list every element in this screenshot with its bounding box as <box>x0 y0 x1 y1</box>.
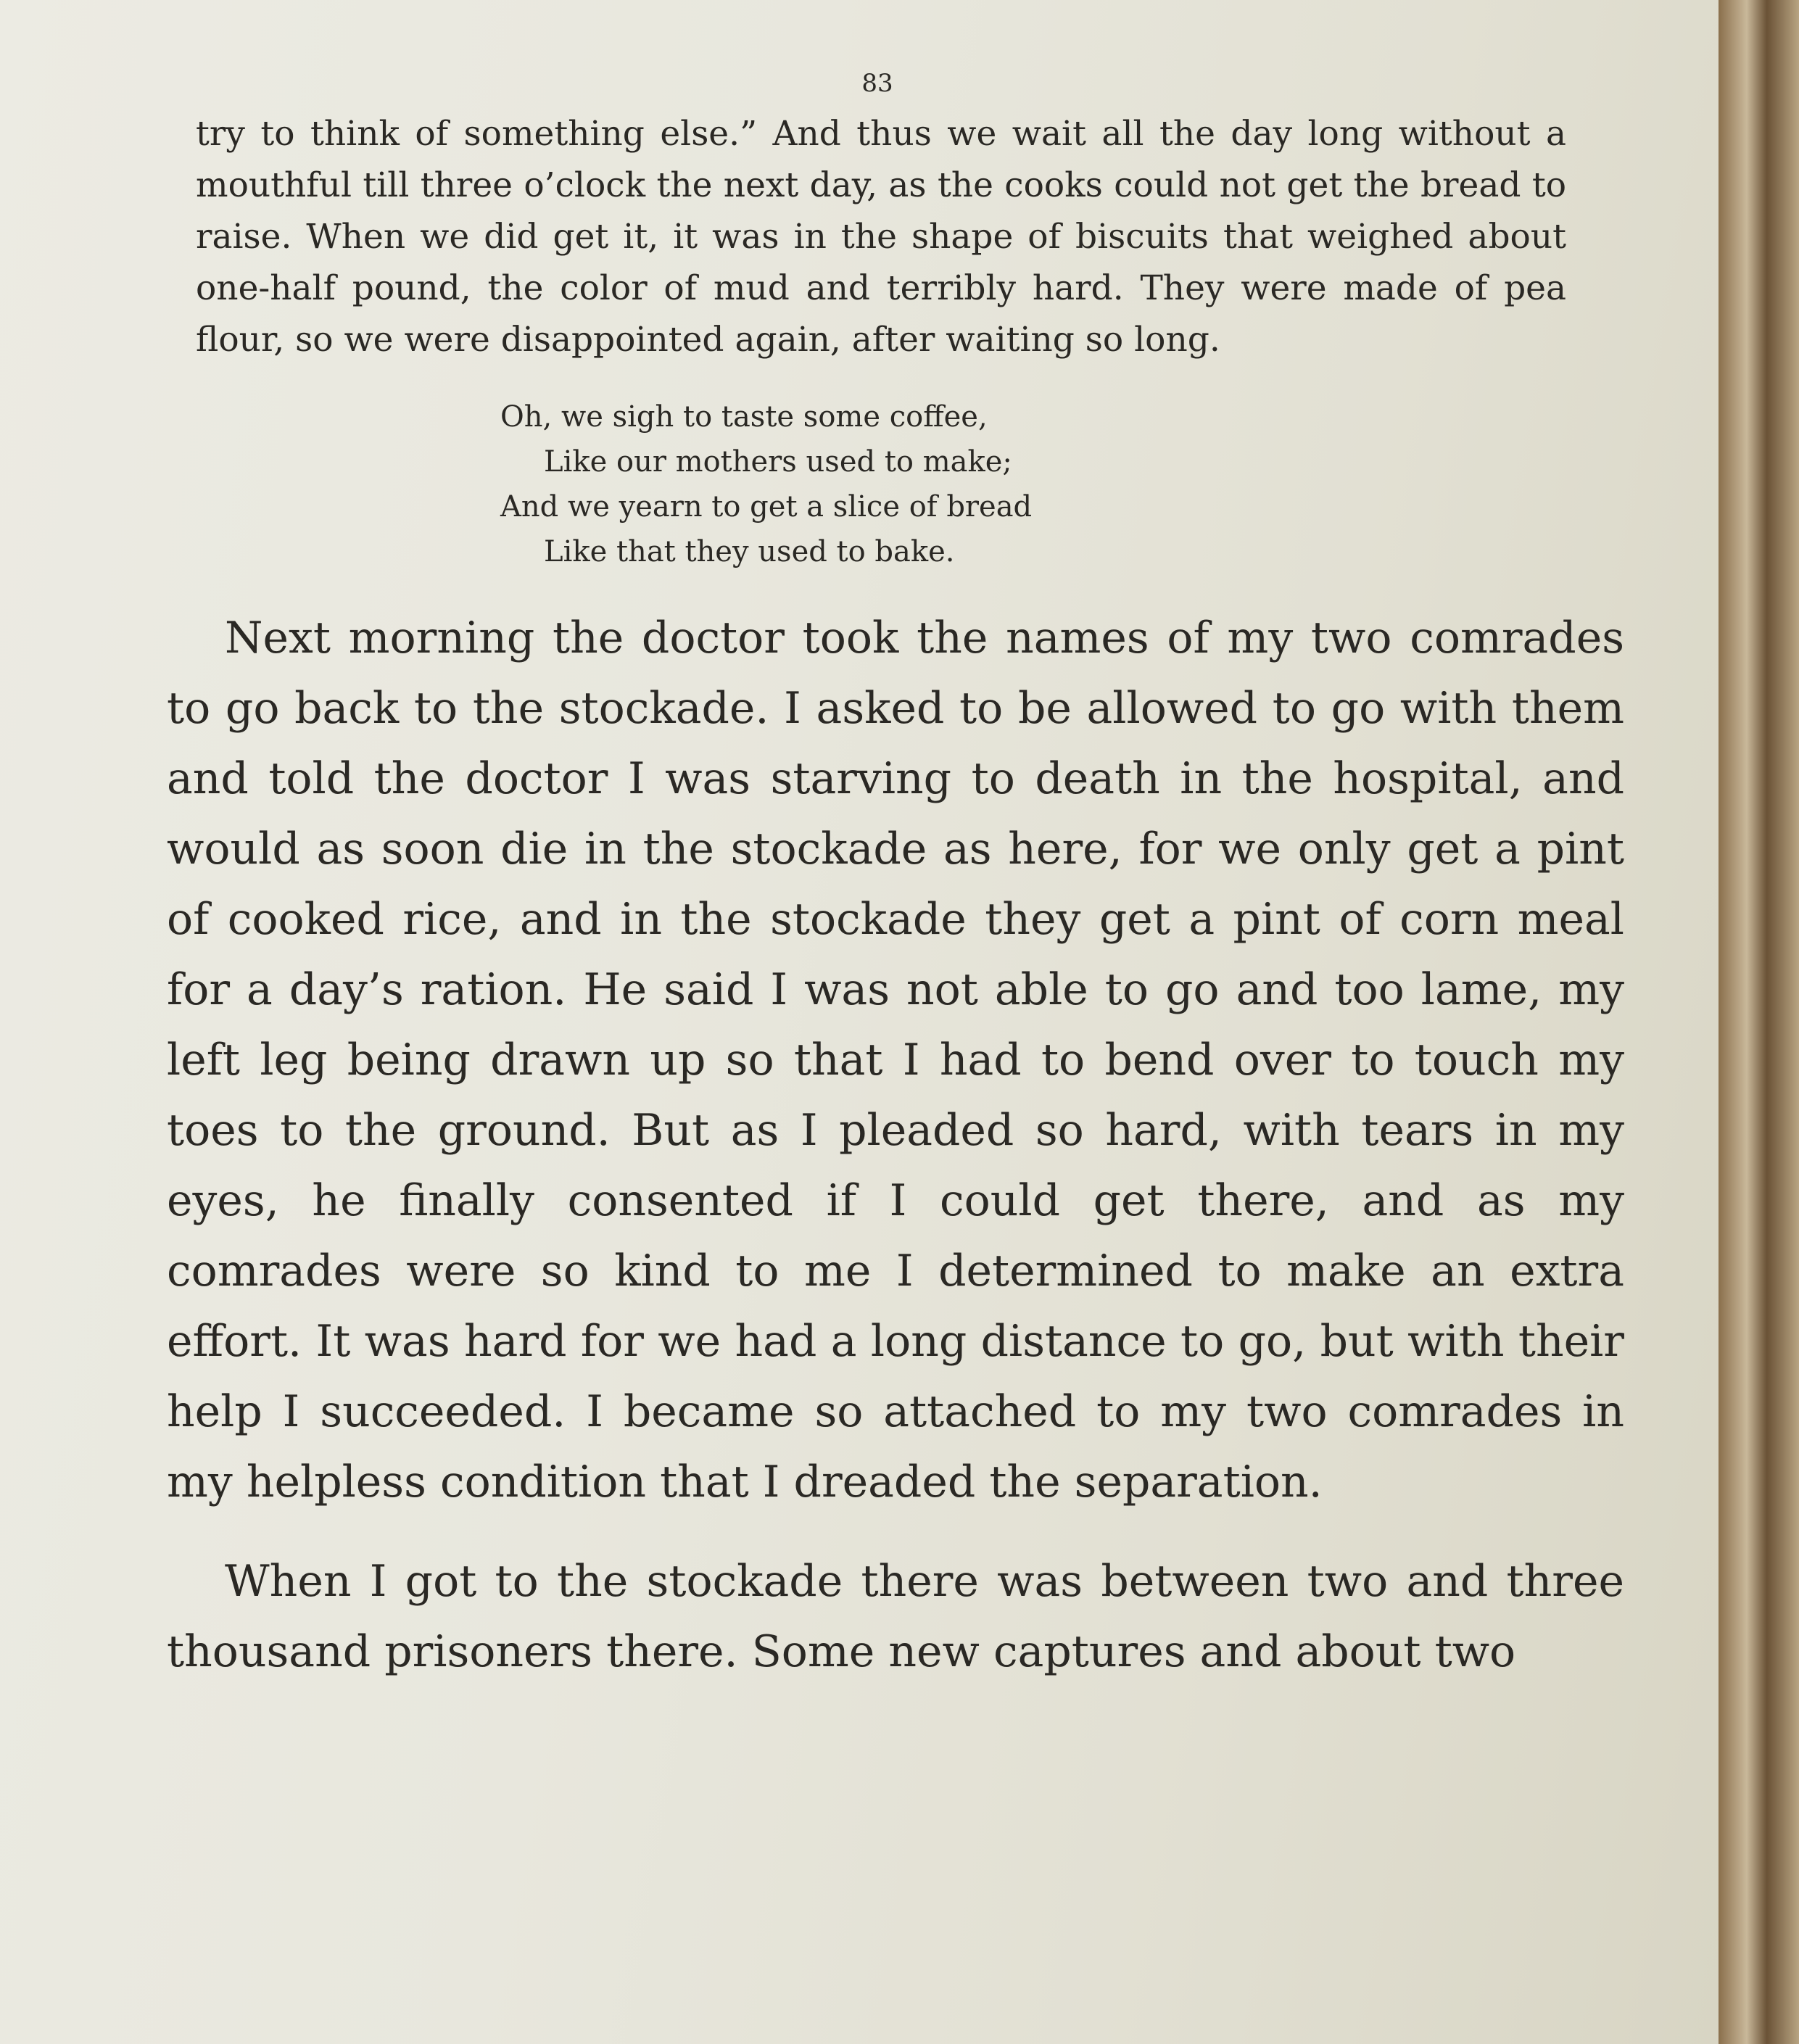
book-edge <box>1719 0 1799 2044</box>
poem-line: Oh, we sigh to taste some coffee, <box>500 400 988 434</box>
poem <box>131 394 1624 574</box>
page-number: 83 <box>861 69 893 98</box>
paragraph-main: Next morning the doctor took the names of my two comrades to go back to the stockade. I asked to be allowed to go with them and told the doctor I was starving to death in the hospital, and would as soon die in the stockade as here, for we only get a pint of cooked rice, and in the stockade they get a pint of corn meal for a day’s ration. He said I was not able to go and too lame, my left leg being drawn up so that I had to bend over to touch my toes to the ground. But as I pleaded so hard, with tears in my eyes, he finally consented if I could get there, and as my comrades were so kind to me I determined to make an extra effort. It was hard for we had a long distance to go, but with their help I succeeded. I became so attached to my two comrades in my helpless condition that I dreaded the separation. <box>167 613 1624 1507</box>
poem-line: Like that they used to bake. <box>544 535 955 568</box>
poem-line: Like our mothers used to make; <box>544 445 1012 479</box>
paragraph-top: try to think of something else.” And thus we wait all the day long without a mouthful till three o’clock the next day, as the cooks could not get the bread to raise. When we did get it, it was in the shape of biscuits that weighed about one-half pound, the color of mud and terribly hard. They were made of pea flour, so we were disappointed again, after waiting so long. <box>196 114 1566 360</box>
poem-line: And we yearn to get a slice of bread <box>500 490 1033 524</box>
paragraph-main: When I got to the stockade there was between two and three thousand prisoners there. Some new captures and about two <box>167 1556 1624 1677</box>
